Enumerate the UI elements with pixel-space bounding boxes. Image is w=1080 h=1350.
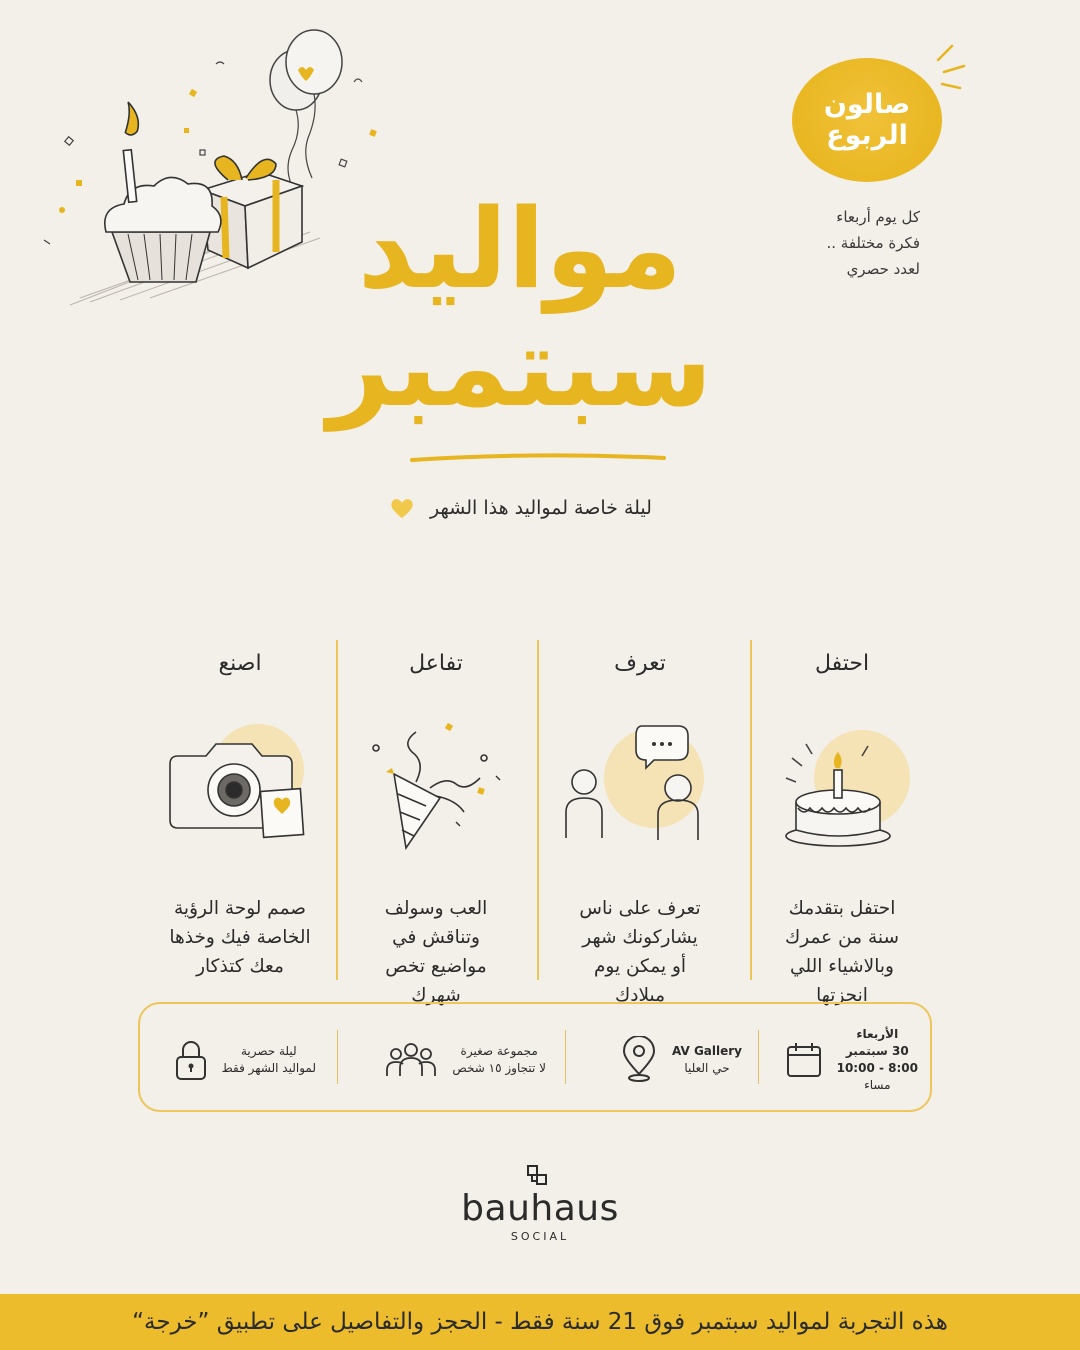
- column-title: تعرف: [614, 651, 666, 676]
- column-text-line: وتناقش في: [392, 927, 480, 948]
- info-group: [366, 1020, 546, 1100]
- info-divider: [337, 1030, 338, 1084]
- exclusive-text: [222, 1043, 316, 1077]
- location-pin-icon: [620, 1036, 658, 1084]
- title-underline: [408, 448, 668, 468]
- subtitle-row: [340, 492, 700, 524]
- column-text-line: العب وسولف: [384, 898, 488, 919]
- column-text: [579, 894, 700, 1010]
- column-title: تفاعل: [409, 651, 463, 676]
- feature-column-meet: [540, 648, 740, 1010]
- tagline-line-2: فكرة مختلفة ..: [826, 234, 920, 252]
- badge-line-2: الربوع: [826, 120, 908, 151]
- title-line-1: مواليد: [357, 185, 683, 313]
- subtitle: ليلة خاصة لمواليد هذا الشهر: [430, 497, 652, 519]
- column-text-line: انجزتها: [816, 985, 868, 1006]
- info-exclusive: [156, 1020, 316, 1100]
- salon-badge: [792, 58, 942, 182]
- feature-column-interact: [336, 648, 536, 1010]
- logo-subtitle: SOCIAL: [510, 1230, 570, 1243]
- page-title: [260, 185, 780, 431]
- column-text-line: احتفل بتقدمك: [788, 898, 896, 919]
- party-popper-icon: [356, 718, 516, 858]
- location-text: [672, 1043, 742, 1077]
- column-text-line: يشاركونك شهر: [582, 927, 698, 948]
- calendar-icon: [785, 1041, 823, 1079]
- column-text-line: شهرك: [411, 985, 461, 1006]
- date-text: [837, 1026, 918, 1094]
- date-value: 30 سبتمبر: [845, 1044, 909, 1058]
- column-text-line: الخاصة فيك وخذها: [169, 927, 311, 948]
- time-range: 8:00 - 10:00: [836, 1061, 918, 1075]
- column-divider: [537, 640, 539, 980]
- column-text-line: صمم لوحة الرؤية: [174, 898, 307, 919]
- column-text: [385, 894, 488, 1010]
- group-limit: لا تتجاوز ١٥ شخص: [452, 1061, 546, 1075]
- footer-text: هذه التجربة لمواليد سبتمبر فوق 21 سنة فقط - الحجز والتفاصيل على تطبيق ”خرجة“: [132, 1309, 948, 1335]
- group-icon: [384, 1040, 438, 1080]
- title-line-2: سبتمبر: [327, 303, 713, 431]
- birthday-cake-icon: [762, 718, 922, 858]
- exclusive-label: ليلة حصرية: [240, 1044, 297, 1058]
- bauhaus-logo-mark: [526, 1164, 552, 1190]
- column-text-line: معك كتذكار: [196, 956, 284, 977]
- column-text-line: وبالاشياء اللي: [790, 956, 894, 977]
- venue-name: AV Gallery: [672, 1044, 742, 1058]
- footer-bar: [0, 1294, 1080, 1350]
- column-text-line: مواضيع تخص: [385, 956, 487, 977]
- date-day: الأربعاء: [856, 1027, 899, 1041]
- exclusive-audience: لمواليد الشهر فقط: [221, 1061, 316, 1075]
- venue-district: حي العليا: [684, 1061, 730, 1075]
- info-divider: [758, 1030, 759, 1084]
- column-text-line: ميلادك: [614, 985, 666, 1006]
- group-label: مجموعة صغيرة: [460, 1044, 538, 1058]
- heart-icon: [388, 496, 416, 520]
- column-title: اصنع: [218, 651, 262, 676]
- feature-column-create: [140, 648, 340, 981]
- column-title: احتفل: [814, 651, 870, 676]
- tagline-line-3: لعدد حصري: [846, 260, 920, 278]
- time-period: مساء: [864, 1078, 891, 1092]
- badge-line-1: صالون: [823, 88, 911, 120]
- column-text: [169, 894, 310, 981]
- info-divider: [565, 1030, 566, 1084]
- info-date: [778, 1020, 918, 1100]
- column-text-line: سنة من عمرك: [785, 927, 899, 948]
- column-text-line: تعرف على ناس: [579, 898, 701, 919]
- info-location: [592, 1020, 742, 1100]
- people-chat-icon: [560, 718, 720, 858]
- logo-wordmark: bauhaus: [461, 1188, 619, 1229]
- feature-column-celebrate: [742, 648, 942, 1010]
- lock-icon: [174, 1039, 208, 1081]
- column-text-line: أو يمكن يوم: [593, 956, 687, 977]
- camera-photo-icon: [160, 718, 320, 858]
- column-text: [785, 894, 899, 1010]
- tagline: [780, 204, 920, 282]
- tagline-line-1: كل يوم أربعاء: [836, 208, 920, 226]
- badge-sparkle-lines: [930, 40, 990, 110]
- group-text: [452, 1043, 546, 1077]
